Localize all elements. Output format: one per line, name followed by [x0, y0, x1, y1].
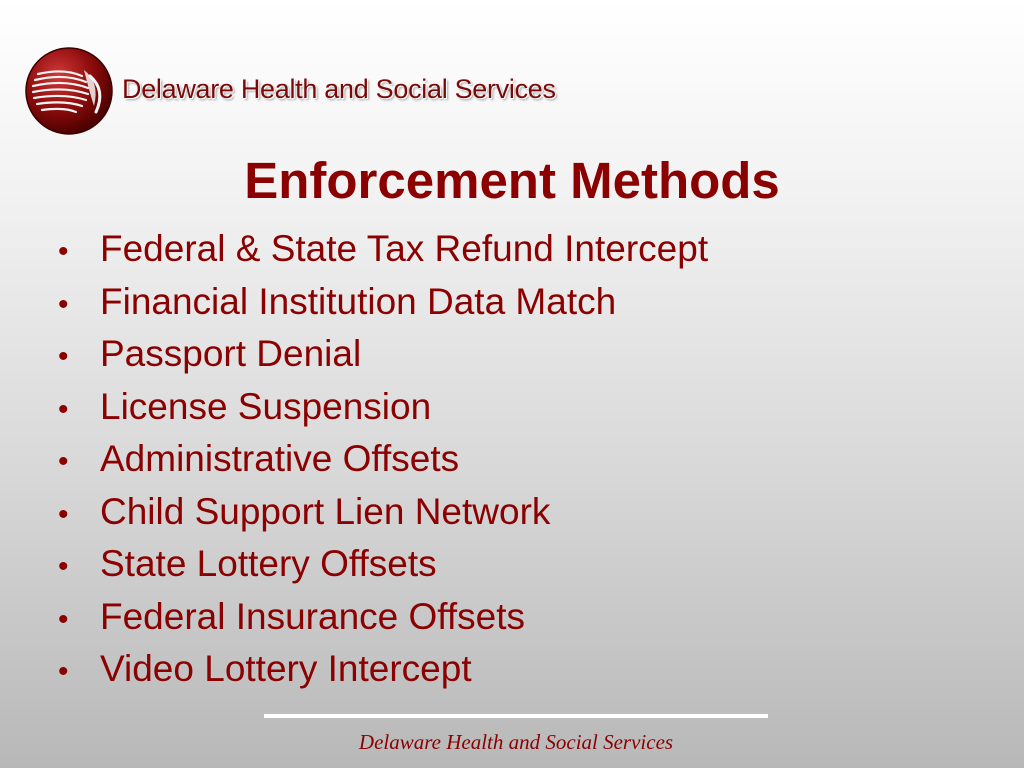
list-item: [58, 538, 708, 591]
list-item-text: License Suspension: [100, 385, 432, 427]
list-item-text: Administrative Offsets: [100, 438, 460, 479]
list-item-text: Federal Insurance Offsets: [100, 595, 526, 637]
list-item-text: Financial Institution Data Match: [100, 280, 617, 322]
list-item-text: Video Lottery Intercept: [100, 648, 472, 689]
list-item-text: Federal & State Tax Refund Intercept: [100, 228, 709, 269]
list-item: [58, 381, 708, 434]
list-item: [58, 223, 708, 276]
bullet-icon: •: [58, 445, 69, 478]
bullet-icon: •: [58, 550, 69, 583]
footer-divider: [264, 714, 768, 718]
list-item: [58, 276, 708, 329]
bullet-icon: •: [58, 392, 69, 426]
list-item: [58, 433, 708, 486]
bullet-icon: •: [58, 235, 69, 268]
list-item-text: Passport Denial: [100, 333, 362, 374]
bullet-list: [58, 223, 708, 696]
organization-name: Delaware Health and Social Services: [122, 73, 556, 104]
footer-organization-name: Delaware Health and Social Services: [358, 730, 674, 754]
bullet-icon: •: [58, 602, 69, 636]
list-item-text: Child Support Lien Network: [100, 490, 551, 532]
list-item-text: State Lottery Offsets: [100, 543, 437, 584]
bullet-icon: •: [58, 497, 69, 531]
list-item: [58, 486, 708, 539]
dhss-logo-icon: [24, 46, 114, 136]
list-item: [58, 643, 708, 696]
header: [24, 46, 556, 136]
bullet-icon: •: [58, 340, 69, 373]
bullet-icon: •: [58, 655, 69, 688]
slide-title: Enforcement Methods: [244, 152, 780, 209]
list-item: [58, 591, 708, 644]
list-item: [58, 328, 708, 381]
bullet-icon: •: [58, 287, 69, 321]
